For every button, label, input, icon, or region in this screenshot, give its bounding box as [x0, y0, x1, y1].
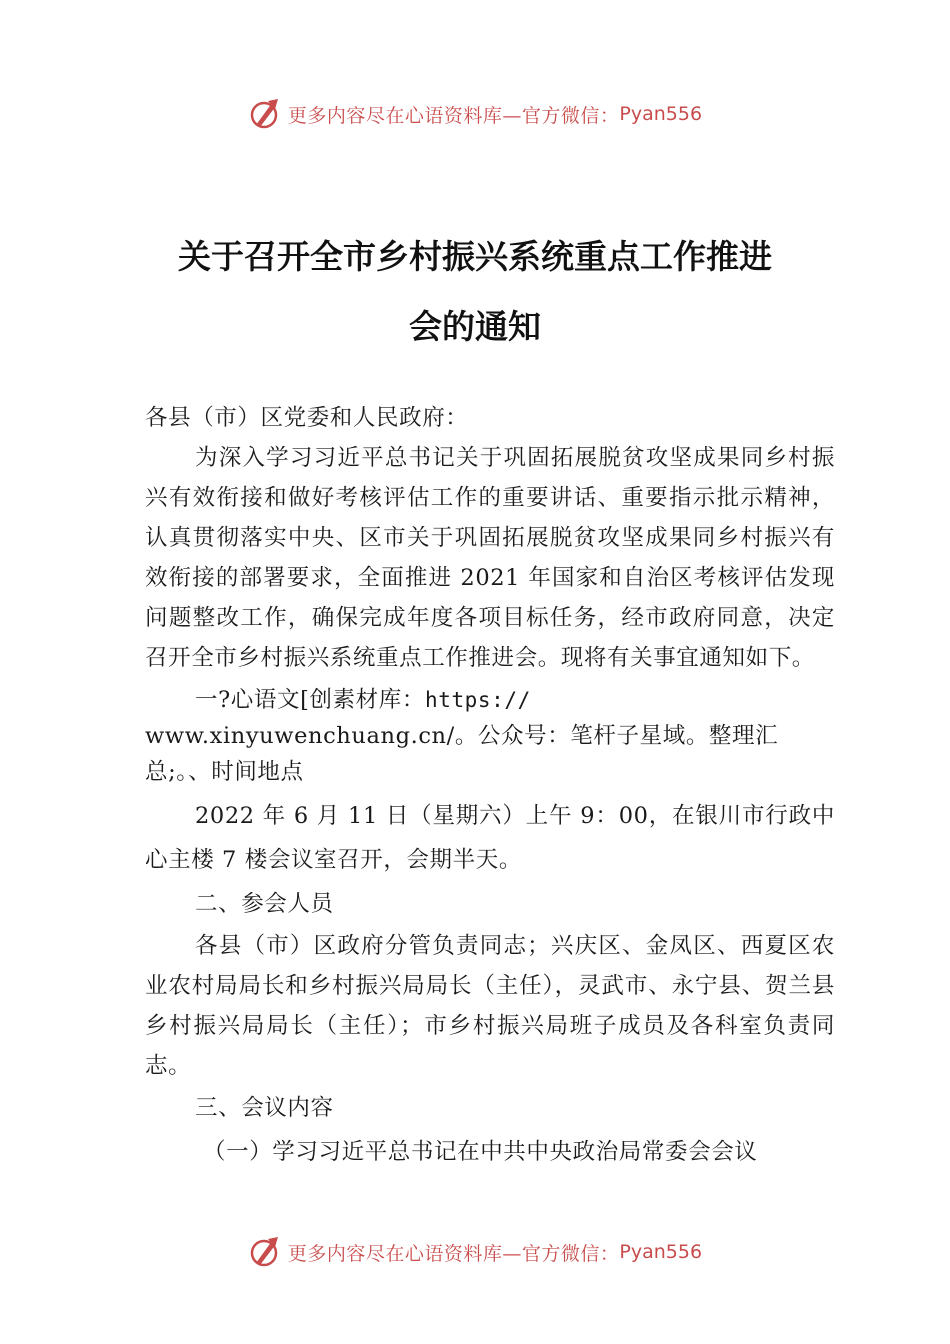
- quill-pen-logo-icon: [248, 97, 282, 131]
- section1-prefix: 一?心语文[创素材库：: [195, 687, 425, 713]
- document-title: [110, 222, 840, 362]
- section1-heading-end: 总;。、时间地点: [145, 759, 304, 785]
- section1-suffix-a: 。公众号：笔杆子星域。整理汇: [454, 723, 779, 749]
- section1-content: 2022 年 6 月 11 日（星期六）上午 9：00，在银川市行政中心主楼 7 楼会议室召开，会期半天。: [145, 803, 835, 873]
- section3-heading: 三、会议内容: [195, 1095, 334, 1121]
- salutation: 各县（市）区党委和人民政府：: [145, 405, 469, 431]
- section3-item1: （一）学习习近平总书记在中共中央政治局常委会会议: [203, 1139, 758, 1165]
- section2-content: 各县（市）区政府分管负责同志；兴庆区、金凤区、西夏区农业农村局局长和乡村振兴局局长（主任），灵武市、永宁县、贺兰县乡村振兴局局长（主任）；市乡村振兴局班子成员及各科室负责同志。: [145, 933, 835, 1079]
- watermark-banner-top: [0, 94, 950, 134]
- intro-paragraph: 为深入学习习近平总书记关于巩固拓展脱贫攻坚成果同乡村振兴有效衔接和做好考核评估工作的重要讲话、重要指示批示精神，认真贯彻落实中央、区市关于巩固拓展脱贫攻坚成果同乡村振兴有效衔接的部署要求，全面推进 2021 年国家和自治区考核评估发现问题整改工作，确保完成年度各项目标任务，经市政府同意，决定召开全市乡村振兴系统重点工作推进会。现将有关事宜通知如下。: [145, 445, 835, 671]
- watermark-banner-bottom: [0, 1232, 950, 1272]
- title-line-1: 关于召开全市乡村振兴系统重点工作推进: [178, 237, 772, 276]
- watermark-wechat-id: Pyan556: [619, 103, 703, 125]
- section1-heading-cont: [145, 718, 835, 754]
- section2-heading: 二、参会人员: [195, 891, 334, 917]
- section1-url-a: https://: [424, 688, 531, 712]
- document-body: [145, 398, 835, 1174]
- watermark-text: 更多内容尽在心语资料库—官方微信：: [287, 104, 620, 127]
- quill-pen-logo-icon: [248, 1235, 282, 1269]
- section1-url-b: www.xinyuwenchuang.cn/: [145, 723, 455, 749]
- watermark-wechat-id: Pyan556: [619, 1241, 703, 1263]
- watermark-text: 更多内容尽在心语资料库—官方微信：: [287, 1242, 620, 1265]
- section1-heading: [145, 682, 835, 718]
- title-line-2: 会的通知: [409, 307, 541, 346]
